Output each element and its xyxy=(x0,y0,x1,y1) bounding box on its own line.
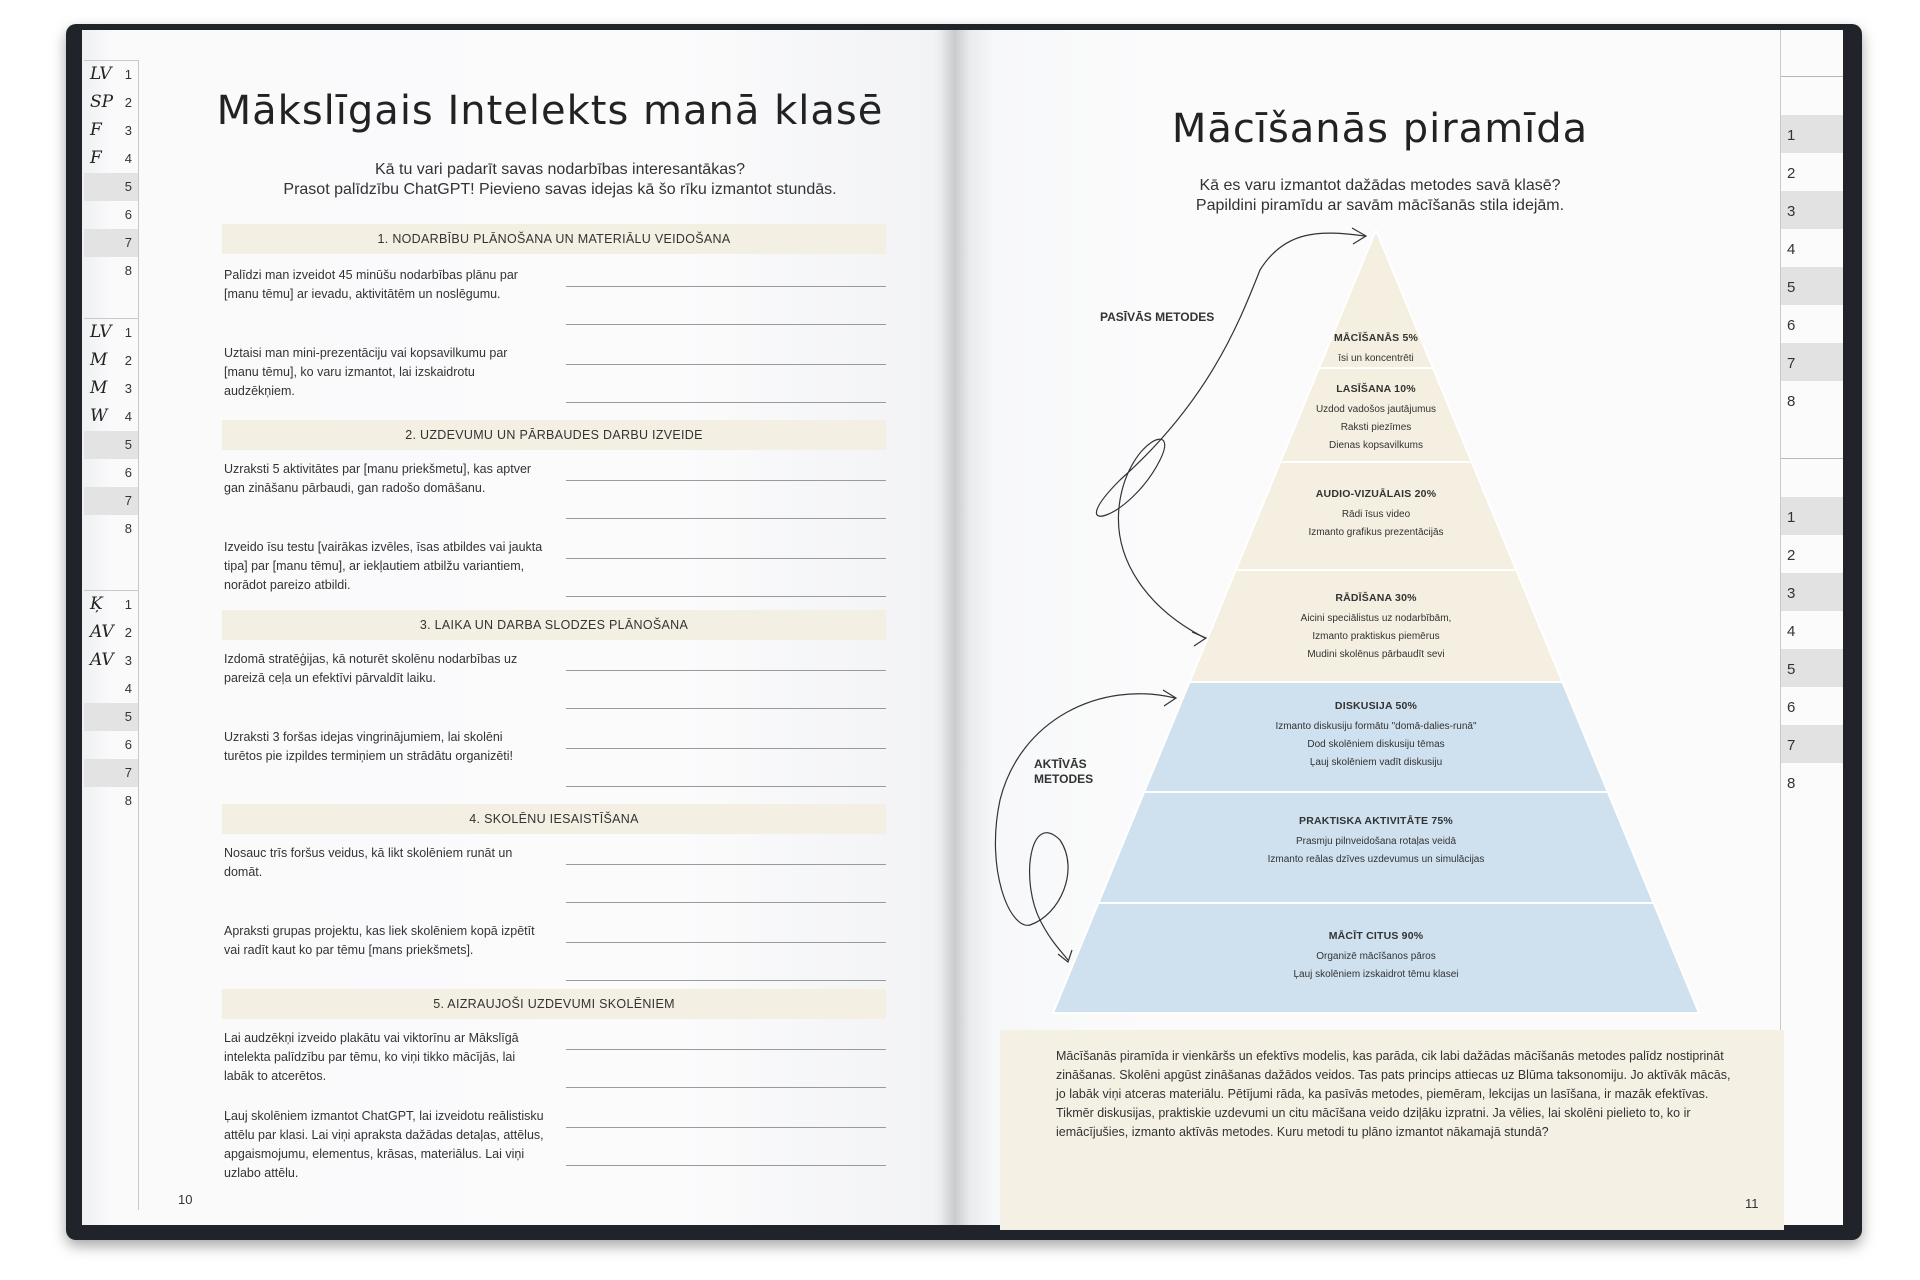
pyramid-level-item: Uzdod vadošos jautājumus xyxy=(1315,404,1437,415)
pyramid-level-label xyxy=(1216,332,1536,368)
right-tracker-number: 7 xyxy=(1787,355,1796,372)
section-heading: 3. LAIKA UN DARBA SLODZES PLĀNOŠANA xyxy=(222,610,886,640)
section-heading: 4. SKOLĒNU IESAISTĪŠANA xyxy=(222,804,886,834)
tracker-initials: F xyxy=(90,148,102,168)
tracker-number: 4 xyxy=(124,151,132,166)
pyramid-level-item: Izmanto praktiskus piemērus xyxy=(1312,631,1440,642)
pyramid-level-item: Ļauj skolēniem izskaidrot tēmu klasei xyxy=(1293,969,1459,980)
right-subtitle-line2: Papildini piramīdu ar savām mācīšanās stila idejām. xyxy=(1195,197,1565,214)
right-tracker-number: 4 xyxy=(1787,241,1796,258)
active-methods-label-line2: METODES xyxy=(1034,772,1094,786)
tracker-number: 2 xyxy=(124,625,132,640)
right-tracker-number: 8 xyxy=(1787,393,1796,410)
tracker-number: 8 xyxy=(124,263,132,278)
pyramid-level-item: Mudini skolēnus pārbaudīt sevi xyxy=(1307,649,1445,660)
tracker-initials: W xyxy=(90,406,108,426)
prompt-text: Uzraksti 3 foršas idejas vingrinājumiem, lai skolēni turētos pie izpildes termiņiem un strādātu organizēti! xyxy=(224,730,514,763)
section-heading: 1. NODARBĪBU PLĀNOŠANA UN MATERIĀLU VEIDOŠANA xyxy=(222,224,886,254)
tracker-number: 3 xyxy=(124,123,132,138)
pyramid-level-item: Dienas kopsavilkums xyxy=(1329,440,1423,451)
pyramid-level-title: LASĪŠANA 10% xyxy=(1336,383,1416,395)
section-heading: 5. AIZRAUJOŠI UZDEVUMI SKOLĒNIEM xyxy=(222,989,886,1019)
prompt-text: Lai audzēkņi izveido plakātu vai viktorīnu ar Mākslīgā intelekta palīdzību par tēmu, ko viņi tikko mācījās, lai labāk to atcerētos. xyxy=(224,1031,519,1083)
pyramid-level-item: īsi un koncentrēti xyxy=(1338,353,1414,364)
right-tracker-number: 3 xyxy=(1787,203,1796,220)
tracker-number: 1 xyxy=(124,67,132,82)
section-heading: 2. UZDEVUMU UN PĀRBAUDES DARBU IZVEIDE xyxy=(222,420,886,450)
pyramid-level-item: Raksti piezīmes xyxy=(1340,422,1412,433)
right-tracker-number: 2 xyxy=(1787,547,1796,564)
prompt-text: Uzraksti 5 aktivitātes par [manu priekšmetu], kas aptver gan zināšanu pārbaudi, gan radošo domāšanu. xyxy=(224,462,532,495)
right-tracker-number: 7 xyxy=(1787,737,1796,754)
pyramid-level-label xyxy=(1216,383,1536,455)
pyramid-level-item: Organizē mācīšanos pāros xyxy=(1316,951,1436,962)
pyramid-level-item: Dod skolēniem diskusiju tēmas xyxy=(1307,739,1445,750)
tracker-number: 5 xyxy=(124,179,132,194)
pyramid-level-title: AUDIO-VIZUĀLAIS 20% xyxy=(1315,488,1437,500)
tracker-number: 7 xyxy=(124,235,132,250)
pyramid-level-item: Prasmju pilnveidošana rotaļas veidā xyxy=(1295,836,1457,847)
right-tracker-number: 6 xyxy=(1787,317,1796,334)
pyramid-level-item: Izmanto grafikus prezentācijās xyxy=(1308,527,1444,538)
pyramid-level-label xyxy=(1216,488,1536,542)
tracker-number: 5 xyxy=(124,437,132,452)
passive-arrow-tail-head xyxy=(1192,632,1206,646)
active-methods-label-line1: AKTĪVĀS xyxy=(1034,757,1087,771)
tracker-number: 8 xyxy=(124,793,132,808)
page-number-left: 10 xyxy=(178,1192,193,1207)
tracker-number: 6 xyxy=(124,737,132,752)
pyramid-level-label xyxy=(1216,815,1536,869)
tracker-number: 4 xyxy=(124,409,132,424)
tracker-number: 3 xyxy=(124,653,132,668)
tracker-initials: Ķ xyxy=(90,594,103,614)
tracker-initials: LV xyxy=(90,64,112,84)
tracker-number: 6 xyxy=(124,207,132,222)
right-tracker-number: 5 xyxy=(1787,661,1796,678)
pyramid-level-title: PRAKTISKA AKTIVITĀTE 75% xyxy=(1299,815,1453,827)
pyramid-level-item: Ļauj skolēniem vadīt diskusiju xyxy=(1309,757,1443,768)
tracker-number: 2 xyxy=(124,95,132,110)
prompt-text: Izdomā stratēģijas, kā noturēt skolēnu nodarbības uz pareizā ceļa un efektīvi pārvaldīt laiku. xyxy=(224,652,518,685)
tracker-number: 1 xyxy=(124,597,132,612)
tracker-number: 8 xyxy=(124,521,132,536)
tracker-number: 6 xyxy=(124,465,132,480)
pyramid-level-label xyxy=(1216,592,1536,664)
right-tracker-number: 3 xyxy=(1787,585,1796,602)
tracker-number: 5 xyxy=(124,709,132,724)
pyramid-level-title: RĀDĪŠANA 30% xyxy=(1335,592,1417,604)
tracker-initials: AV xyxy=(90,650,114,670)
tracker-initials: SP xyxy=(90,92,114,112)
right-page-title: Mācīšanās piramīda xyxy=(1171,106,1589,152)
tracker-initials: F xyxy=(90,120,102,140)
pyramid-level-item: Rādi īsus video xyxy=(1341,509,1411,520)
tracker-number: 7 xyxy=(124,493,132,508)
tracker-initials: LV xyxy=(90,322,112,342)
pyramid-level-item: Aicini speciālistus uz nodarbībām, xyxy=(1300,613,1452,624)
pyramid-level-label xyxy=(1216,930,1536,984)
right-tracker-number: 4 xyxy=(1787,623,1796,640)
pyramid-level-label xyxy=(1216,700,1536,772)
prompt-text: Ļauj skolēniem izmantot ChatGPT, lai izveidotu reālistisku attēlu par klasi. Lai viņi apraksta dažādas detaļas, attēlus, apgaismojumu, elementus, krāsas, materiālus. Lai viņi uzlabo attēlu. xyxy=(224,1109,544,1180)
tracker-number: 2 xyxy=(124,353,132,368)
tracker-number: 3 xyxy=(124,381,132,396)
pyramid-level-title: MĀCĪŠANĀS 5% xyxy=(1333,332,1419,344)
prompt-text: Uztaisi man mini-prezentāciju vai kopsavilkumu par [manu tēmu], ko varu izmantot, lai izskaidrotu audzēkņiem. xyxy=(224,346,508,398)
tracker-initials: M xyxy=(90,350,108,370)
tracker-number: 4 xyxy=(124,681,132,696)
right-subtitle-line1: Kā es varu izmantot dažādas metodes savā klasē? xyxy=(1199,177,1561,194)
pyramid-level-item: Izmanto reālas dzīves uzdevumus un simulācijas xyxy=(1267,854,1485,865)
tracker-initials: M xyxy=(90,378,108,398)
tracker-initials: AV xyxy=(90,622,114,642)
tracker-number: 1 xyxy=(124,325,132,340)
prompt-text: Nosauc trīs foršus veidus, kā likt skolēniem runāt un domāt. xyxy=(224,846,513,879)
left-subtitle-line2: Prasot palīdzību ChatGPT! Pievieno savas idejas kā šo rīku izmantot stundās. xyxy=(283,181,837,198)
left-subtitle-line1: Kā tu vari padarīt savas nodarbības interesantākas? xyxy=(375,161,745,178)
pyramid-level-item: Izmanto diskusiju formātu "domā-dalies-runā" xyxy=(1275,721,1477,732)
prompt-text: Apraksti grupas projektu, kas liek skolēniem kopā izpētīt vai radīt kaut ko par tēmu [mans priekšmets]. xyxy=(224,924,535,957)
right-tracker-number: 5 xyxy=(1787,279,1796,296)
pyramid-description: Mācīšanās piramīda ir vienkāršs un efektīvs modelis, kas parāda, cik labi dažādas mācīšanās metodes palīdz nostiprināt zināšanas. Skolēni apgūst zināšanas dažādos veidos. Tas pats princips attiecas uz Blūma taksonomiju. Jo aktīvāk mācās, jo labāk viņi atceras materiālu. Pētījumi rāda, ka pasīvās metodes, piemēram, lekcijas un lasīšana, ir mazāk efektīvas. Tikmēr diskusijas, praktiskie uzdevumi un citu mācīšana veido dziļāku izpratni. Ja vēlies, lai skolēni pielieto to, ko ir iemācījušies, izmanto aktīvās metodes. Kuru metodi tu plāno izmantot nākamajā stundā? xyxy=(1056,1049,1731,1139)
prompt-text: Izveido īsu testu [vairākas izvēles, īsas atbildes vai jaukta tipa] par [manu tēmu], ar iekļautiem atbilžu variantiem, norādot pareizo atbildi. xyxy=(224,540,543,592)
passive-methods-label: PASĪVĀS METODES xyxy=(1100,310,1215,324)
right-tracker-number: 1 xyxy=(1787,509,1796,526)
left-page-title: Mākslīgais Intelekts manā klasē xyxy=(216,88,884,134)
right-tracker-number: 1 xyxy=(1787,127,1796,144)
right-tracker-number: 2 xyxy=(1787,165,1796,182)
page-number-right: 11 xyxy=(1745,1196,1759,1211)
pyramid-level-title: MĀCĪT CITUS 90% xyxy=(1328,930,1424,942)
prompt-text: Palīdzi man izveidot 45 minūšu nodarbības plānu par [manu tēmu] ar ievadu, aktivitātēm un noslēgumu. xyxy=(224,268,518,301)
right-tracker-number: 6 xyxy=(1787,699,1796,716)
tracker-number: 7 xyxy=(124,765,132,780)
right-tracker-number: 8 xyxy=(1787,775,1796,792)
pyramid-level-title: DISKUSIJA 50% xyxy=(1334,700,1418,712)
